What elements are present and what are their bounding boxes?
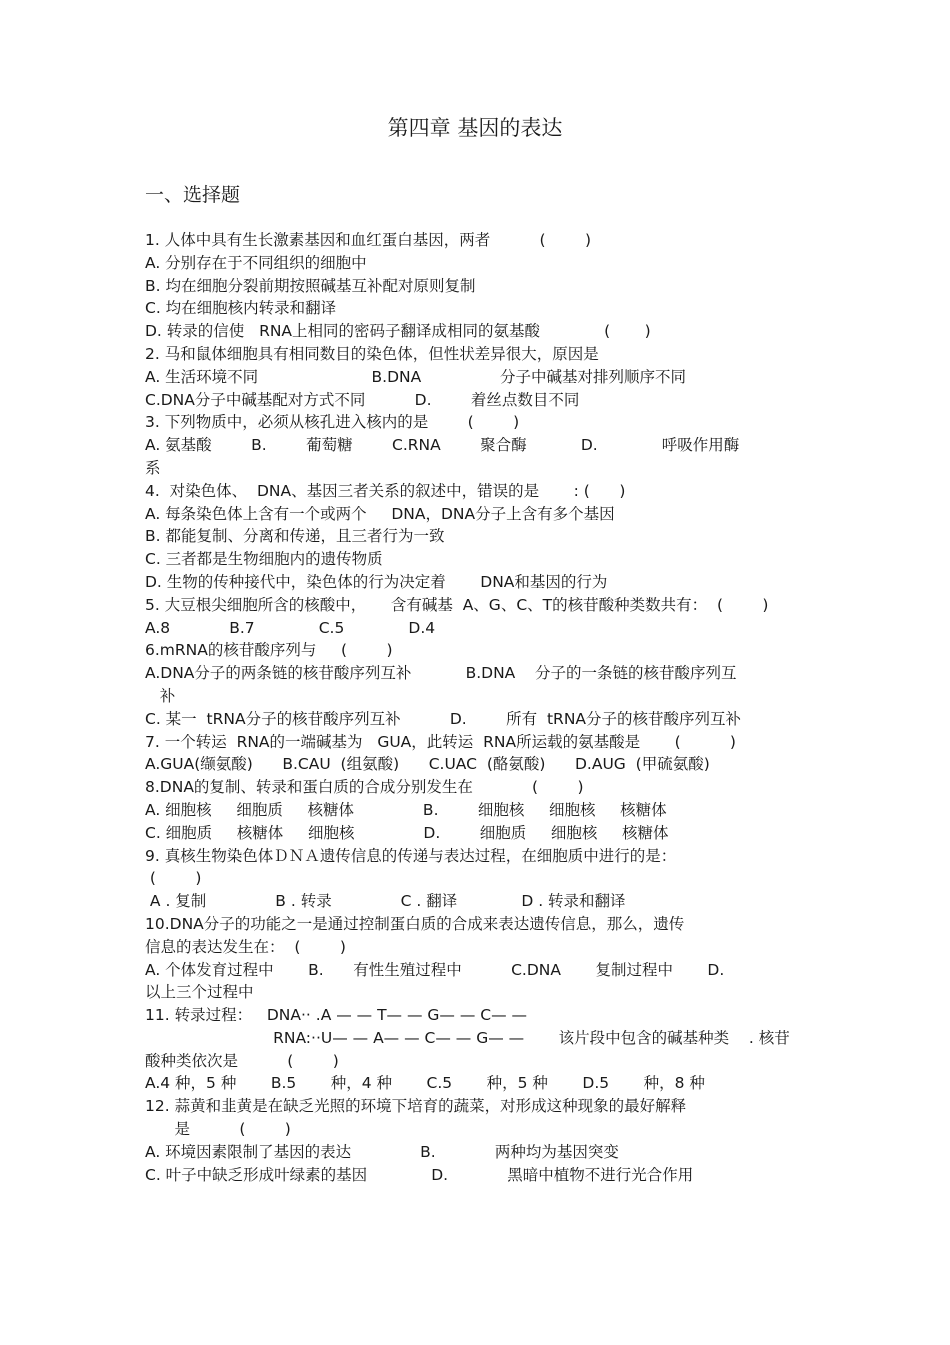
text-line: 6.mRNA的核苷酸序列与 ( ) xyxy=(145,641,393,660)
section-heading: 一、选择题 xyxy=(145,184,241,206)
text-line: 酸种类依次是 ( ) xyxy=(145,1051,339,1070)
text-line: A. 氨基酸 B. 葡萄糖 C.RNA 聚合酶 D. 呼吸作用酶 xyxy=(145,436,740,455)
chapter-title: 第四章 基因的表达 xyxy=(387,116,563,140)
text-line: 12. 蒜黄和韭黄是在缺乏光照的环境下培育的蔬菜，对形成这种现象的最好解释 xyxy=(145,1097,687,1116)
text-line: A. 分别存在于不同组织的细胞中 xyxy=(145,253,367,272)
text-line: RNA:··U— — A— — C— — G— — 该片段中包含的碱基种类 . 核苷 xyxy=(145,1028,790,1047)
text-line: 8.DNA的复制、转录和蛋白质的合成分别发生在 ( ) xyxy=(145,778,584,797)
text-line: C. 细胞质 核糖体 细胞核 D. 细胞质 细胞核 核糖体 xyxy=(145,823,669,842)
question-list xyxy=(145,229,815,1186)
text-line: A. 细胞核 细胞质 核糖体 B. 细胞核 细胞核 核糖体 xyxy=(145,800,667,819)
text-line: 9. 真核生物染色体ＤＮＡ遗传信息的传递与表达过程，在细胞质中进行的是： xyxy=(145,846,677,865)
text-line: A.GUA(缬氨酸) B.CAU (组氨酸) C.UAC (酪氨酸) D.AUG (甲硫氨酸) xyxy=(145,755,710,774)
text-line: 1. 人体中具有生长激素基因和血红蛋白基因，两者 ( ) xyxy=(145,231,591,249)
text-line: C. 三者都是生物细胞内的遗传物质 xyxy=(145,550,383,569)
text-line: 信息的表达发生在： ( ) xyxy=(145,937,346,956)
text-line: 3. 下列物质中，必须从核孔进入核内的是 ( ) xyxy=(145,413,520,432)
text-line: A. 环境因素限制了基因的表达 B. 两种均为基因突变 xyxy=(145,1142,619,1161)
text-line: C. 叶子中缺乏形成叶绿素的基因 D. 黑暗中植物不进行光合作用 xyxy=(145,1165,694,1184)
text-line: C. 某一 tRNA分子的核苷酸序列互补 D. 所有 tRNA分子的核苷酸序列互补 xyxy=(145,709,742,728)
text-line: ( ) xyxy=(145,869,202,888)
text-line: D. 转录的信使 RNA上相同的密码子翻译成相同的氨基酸 ( ) xyxy=(145,322,651,341)
text-line: A. 个体发育过程中 B. 有性生殖过程中 C.DNA 复制过程中 D. xyxy=(145,960,725,979)
text-line: B. 均在细胞分裂前期按照碱基互补配对原则复制 xyxy=(145,276,476,295)
text-line: B. 都能复制、分离和传递，且三者行为一致 xyxy=(145,527,445,546)
text-line: A . 复制 B . 转录 C . 翻译 D . 转录和翻译 xyxy=(145,892,626,911)
text-line: 11. 转录过程： DNA·· .A — — T— — G— — C— — xyxy=(145,1006,528,1025)
text-line: 7. 一个转运 RNA的一端碱基为 GUA，此转运 RNA所运载的氨基酸是 ( ) xyxy=(145,732,736,751)
text-line: C. 均在细胞核内转录和翻译 xyxy=(145,299,337,318)
text-line: D. 生物的传种接代中，染色体的行为决定着 DNA和基因的行为 xyxy=(145,572,608,591)
text-line: A. 每条染色体上含有一个或两个 DNA，DNA分子上含有多个基因 xyxy=(145,504,615,523)
text-line: 5. 大豆根尖细胞所含的核酸中， 含有碱基 A、G、C、T的核苷酸种类数共有： ( ) xyxy=(145,595,769,614)
text-line: A. 生活环境不同 B.DNA 分子中碱基对排列顺序不同 xyxy=(145,367,687,386)
text-line: A.8 B.7 C.5 D.4 xyxy=(145,618,436,637)
text-line: 系 xyxy=(145,458,161,477)
text-line: C.DNA分子中碱基配对方式不同 D. 着丝点数目不同 xyxy=(145,390,580,409)
text-line: 补 xyxy=(145,686,176,705)
text-line: 是 ( ) xyxy=(145,1120,291,1139)
text-line: A.4 种，5 种 B.5 种，4 种 C.5 种，5 种 D.5 种，8 种 xyxy=(145,1074,705,1093)
text-line: 以上三个过程中 xyxy=(145,983,254,1002)
text-line: 10.DNA分子的功能之一是通过控制蛋白质的合成来表达遗传信息，那么，遗传 xyxy=(145,914,685,933)
text-line: A.DNA分子的两条链的核苷酸序列互补 B.DNA 分子的一条链的核苷酸序列互 xyxy=(145,664,737,683)
text-line: 4. 对染色体、 DNA、基因三者关系的叙述中，错误的是 : ( ) xyxy=(145,481,626,500)
text-line: 2. 马和鼠体细胞具有相同数目的染色体，但性状差异很大，原因是 xyxy=(145,344,599,363)
